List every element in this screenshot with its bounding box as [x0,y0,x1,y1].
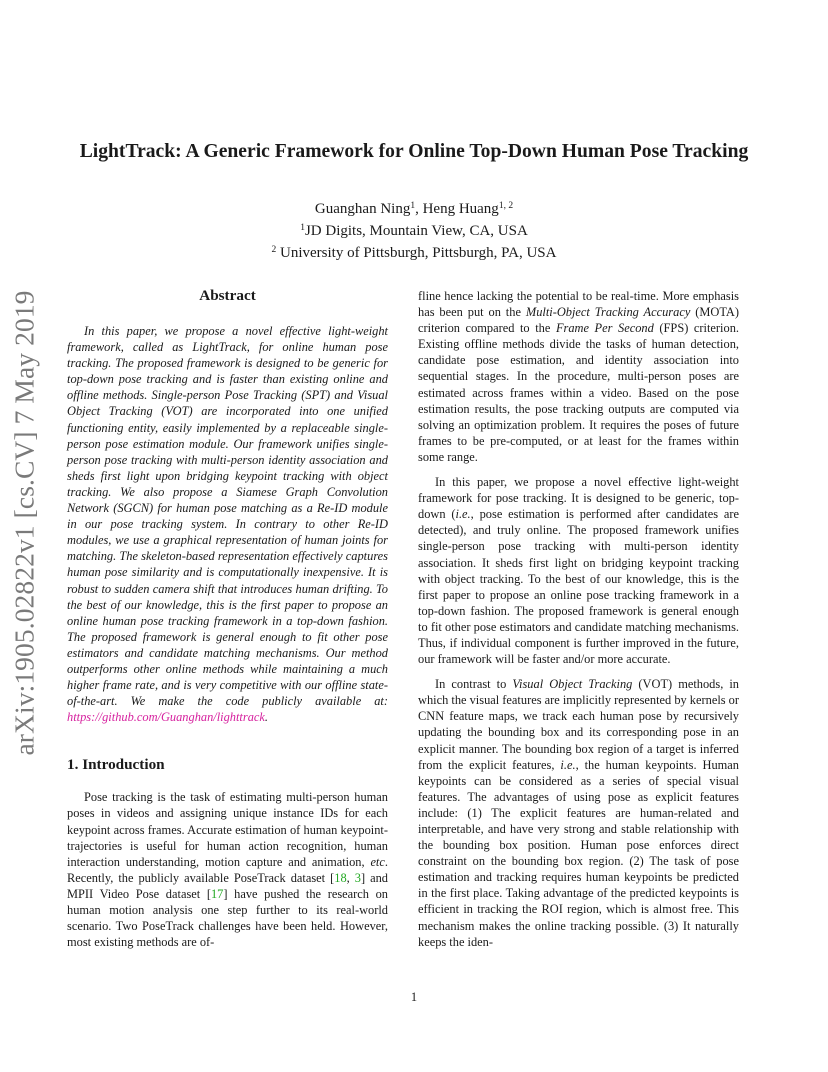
right-paragraph-2: In this paper, we propose a novel effective light-weight framework for pose tracking. It is designed to be generic, top-down (i.e., pose estimation is performed after candidates are detected), and truly online. The proposed framework unifies single-person pose tracking with multi-person identity association. It sheds first light on bridging keypoint tracking with object tracking. To the best of our knowledge, this is the first paper to propose an online pose tracking framework in a top-down fashion. The proposed framework is general enough to fit other pose estimators and candidate matching mechanisms. Thus, if individual component is further improved in the future, our framework will be faster and/or more accurate. [418,475,739,667]
affiliation-2: $^2$ University of Pittsburgh, Pittsburgh, PA, USA [271,245,557,261]
intro-paragraph-1: Pose tracking is the task of estimating multi-person human poses in videos and assigning unique instance IDs for each keypoint across frames. Accurate estimation of human keypoint-trajectories is useful for human action recognition, human interaction understanding, motion capture and animation, etc. Recently, the publicly available PoseTrack dataset [18, 3] and MPII Video Pose dataset [17] have pushed the research on human motion analysis one step further to its real-world scenario. Two PoseTrack challenges have been held. However, most existing methods are of- [67,790,388,950]
right-paragraph-1: fline hence lacking the potential to be real-time. More emphasis has been put on the Multi-Object Tracking Accuracy (MOTA) criterion compared to the Frame Per Second (FPS) criterion. Existing offline methods divide the tasks of human detection, candidate pose estimation, and identity association into sequential stages. In the procedure, multi-person poses are estimated across frames within a video. Based on the pose estimation results, the pose tracking outputs are computed via solving an optimization problem. It requires the poses of future frames to be pre-computed, or at least for the frames within some range. [418,289,739,464]
right-column [418,288,739,959]
author-1: Guanghan Ning [314,201,411,217]
citation-link[interactable]: 3 [354,870,361,885]
abstract-heading: Abstract [199,287,256,304]
author-2: Heng Huang [422,201,499,217]
author-2-affil: 1, 2 [498,201,514,211]
author-names: Guanghan Ning$^1$, Heng Huang$^{1, 2}$ [314,201,514,217]
left-column [67,286,388,959]
code-link[interactable]: https://github.com/Guanghan/lighttrack [67,710,265,725]
arxiv-id: arXiv:1905.02822v1 [cs.CV] 7 May 2019 [9,289,41,756]
author-block [0,197,828,263]
citation-link[interactable]: 17 [210,886,224,901]
section-heading-introduction: 1. Introduction [67,756,165,774]
author-1-affil: 1 [410,201,416,211]
page-number: 1 [410,990,418,1004]
paper-title: LightTrack: A Generic Framework for Online Top-Down Human Pose Tracking [79,141,749,162]
affiliation-1: $^1$JD Digits, Mountain View, CA, USA [300,223,528,239]
arxiv-stamp [4,285,46,760]
right-paragraph-3: In contrast to Visual Object Tracking (VOT) methods, in which the visual features are implicitly represented by kernels or CNN feature maps, we track each human pose by recursively updating the bounding box and its corresponding pose in an explicit manner. The bounding box region of a target is inferred from the explicit features, i.e., the human keypoints. Human keypoints can be considered as a series of special visual features. The advantages of using pose as explicit features include: (1) The explicit features are human-related and interpretable, and have very strong and stable relationship with the bounding box position. Human pose enforces direct constraint on the bounding box region. (2) The task of pose estimation and tracking requires human keypoints be predicted in the first place. Taking advantage of the predicted keypoints is efficient in tracking the ROI region, which is almost free. This mechanism makes the online tracking possible. (3) It naturally keeps the iden- [418,677,740,949]
citation-link[interactable]: 18 [334,870,347,885]
abstract-text: In this paper, we propose a novel effective light-weight framework, called as LightTrack, for online human pose tracking. The proposed framework is designed to be generic for top-down pose tracking and is faster than existing online and offline methods. Single-person Pose Tracking (SPT) and Visual Object Tracking (VOT) are incorporated into one unified functioning entity, easily implemented by a replaceable single-person pose estimation module. Our framework unifies single-person pose tracking with multi-person identity association and sheds first light upon bridging keypoint tracking with object tracking. We also propose a Siamese Graph Convolution Network (SGCN) for human pose matching as a Re-ID module in our pose tracking system. In contrary to other Re-ID modules, we use a graphical representation of human joints for matching. The skeleton-based representation effectively captures human pose similarity and is computationally inexpensive. It is robust to sudden camera shift that introduces human drifting. To the best of our knowledge, this is the first paper to propose an online human pose tracking framework in a top-down fashion. The proposed framework is general enough to fit other pose estimators and candidate matching mechanisms. Our method outperforms other online methods while maintaining a much higher frame rate, and is very competitive with our offline state-of-the-art. We make the code publicly available at: https://github.com/Guanghan/lighttrack. [67,324,388,725]
